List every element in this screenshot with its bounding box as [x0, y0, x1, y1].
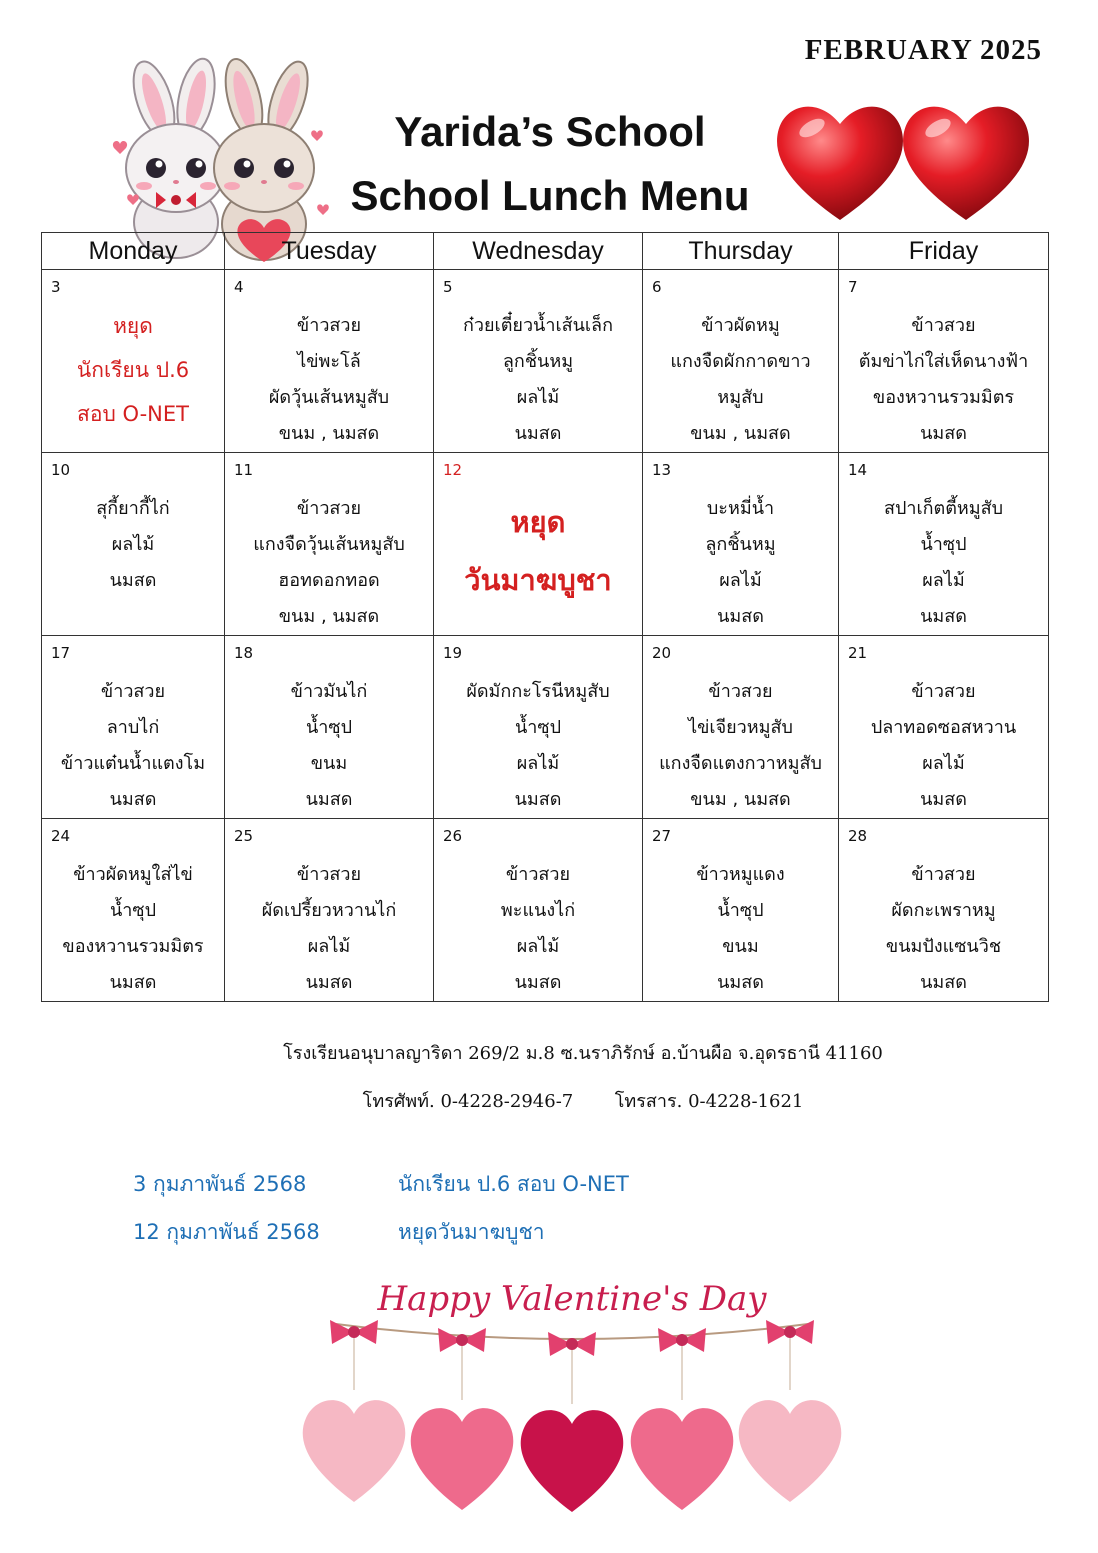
menu-item: ข้าวสวย — [911, 864, 976, 885]
day-number: 24 — [51, 827, 71, 845]
day-number: 28 — [848, 827, 868, 845]
menu-item: ผลไม้ — [516, 387, 560, 408]
menu-item: นมสด — [920, 789, 967, 810]
day-number: 27 — [652, 827, 672, 845]
day-cell — [434, 270, 643, 453]
month-label: FEBRUARY 2025 — [804, 34, 1042, 66]
menu-item: นมสด — [717, 606, 764, 627]
day-cell — [42, 636, 225, 819]
day-header: Friday — [839, 233, 1049, 270]
menu-item: ผลไม้ — [516, 753, 560, 774]
holiday-line: วันมาฆบูชา — [464, 563, 612, 597]
day-number: 4 — [234, 278, 244, 296]
menu-item: นมสด — [109, 789, 157, 810]
note-text: หยุดวันมาฆบูชา — [398, 1220, 545, 1244]
day-cell — [839, 453, 1049, 636]
menu-item: ผลไม้ — [111, 534, 155, 555]
menu-item: นมสด — [305, 972, 353, 993]
menu-item: ขนม , นมสด — [690, 789, 791, 810]
note-text: นักเรียน ป.6 สอบ O-NET — [398, 1172, 629, 1196]
day-cell — [643, 636, 839, 819]
day-number: 21 — [848, 644, 868, 662]
day-number: 26 — [443, 827, 463, 845]
menu-item: ของหวานรวมมิตร — [872, 387, 1015, 408]
menu-item: แกงจืดผักกาดขาว — [670, 351, 811, 372]
menu-item: นมสด — [920, 423, 967, 444]
day-number: 17 — [51, 644, 71, 662]
menu-item: นมสด — [514, 423, 562, 444]
day-cell — [839, 270, 1049, 453]
day-header: Monday — [42, 233, 225, 270]
day-number: 7 — [848, 278, 858, 296]
day-header-row — [42, 233, 1049, 270]
menu-item: น้ำซุป — [109, 900, 157, 921]
menu-item: ผัดกะเพราหมู — [891, 900, 996, 921]
day-number: 19 — [443, 644, 463, 662]
week-row — [42, 453, 1049, 636]
day-cell — [434, 819, 643, 1002]
menu-item: สุกี้ยากี้ไก่ — [96, 498, 170, 519]
week-row — [42, 819, 1049, 1002]
menu-item: ผลไม้ — [516, 936, 560, 957]
menu-item: ผลไม้ — [307, 936, 351, 957]
menu-title: School Lunch Menu — [350, 172, 750, 219]
day-header: Thursday — [643, 233, 839, 270]
day-cell — [225, 636, 434, 819]
day-header: Tuesday — [225, 233, 434, 270]
menu-item: น้ำซุป — [717, 900, 764, 921]
menu-item: ไข่พะโล้ — [297, 351, 361, 372]
menu-item: แกงจืดแตงกวาหมูสับ — [659, 753, 822, 774]
day-cell — [225, 819, 434, 1002]
day-number: 3 — [51, 278, 61, 296]
day-number: 14 — [848, 461, 868, 479]
week-row — [42, 270, 1049, 453]
school-name: Yarida’s School — [394, 108, 706, 155]
menu-item: ผลไม้ — [719, 570, 762, 591]
menu-item: ขนม — [310, 753, 348, 774]
holiday-notice — [42, 304, 224, 436]
menu-item: ขนม , นมสด — [278, 606, 380, 627]
day-number: 25 — [234, 827, 254, 845]
note-date: 3 กุมภาพันธ์ 2568 — [133, 1172, 307, 1196]
holiday-line: หยุด — [510, 505, 566, 539]
menu-item: หมูสับ — [717, 387, 764, 408]
day-header: Wednesday — [434, 233, 643, 270]
menu-item: ลูกชิ้นหมู — [705, 534, 776, 555]
day-cell — [643, 819, 839, 1002]
menu-item: ลูกชิ้นหมู — [502, 351, 574, 372]
hearts-decoration — [770, 86, 1040, 226]
phone-number: โทรศัพท์. 0-4228-2946-7 — [362, 1091, 574, 1112]
menu-item: ข้าวผัดหมู — [701, 315, 780, 336]
day-number: 5 — [443, 278, 453, 296]
menu-item: นมสด — [920, 606, 967, 627]
menu-item: น้ำซุป — [920, 534, 967, 555]
day-cell — [839, 636, 1049, 819]
school-address: โรงเรียนอนุบาลญาริดา 269/2 ม.8 ซ.นราภิรักษ์ อ.บ้านผือ จ.อุดรธานี 41160 — [283, 1043, 883, 1064]
holiday-line: หยุด — [113, 314, 153, 338]
note-date: 12 กุมภาพันธ์ 2568 — [133, 1220, 320, 1244]
menu-item: ข้าวหมูแดง — [696, 864, 785, 885]
menu-item: ต้มข่าไก่ใส่เห็ดนางฟ้า — [858, 351, 1029, 372]
day-cell — [643, 453, 839, 636]
menu-item: ก๋วยเตี๋ยวน้ำเส้นเล็ก — [463, 315, 613, 336]
valentine-text: Happy Valentine's Day — [377, 1279, 767, 1319]
menu-item: บะหมี่น้ำ — [706, 498, 775, 519]
day-cell — [225, 270, 434, 453]
menu-item: นมสด — [305, 789, 353, 810]
menu-item: ข้าวสวย — [296, 498, 362, 519]
menu-item: ข้าวสวย — [505, 864, 571, 885]
day-cell — [434, 453, 643, 636]
menu-item: ผลไม้ — [922, 570, 965, 591]
menu-item: ข้าวสวย — [100, 681, 166, 702]
menu-item: ข้าวสวย — [911, 681, 976, 702]
menu-item: พะแนงไก่ — [500, 900, 576, 921]
menu-item: ข้าวผัดหมูใส่ไข่ — [73, 864, 193, 885]
menu-item: ผลไม้ — [922, 753, 965, 774]
menu-item: ผัดเปรี้ยวหวานไก่ — [261, 900, 397, 921]
menu-item: ของหวานรวมมิตร — [62, 936, 204, 957]
day-cell — [225, 453, 434, 636]
day-number: 12 — [443, 461, 463, 479]
menu-item: ข้าวสวย — [296, 315, 362, 336]
day-number: 20 — [652, 644, 672, 662]
week-row — [42, 636, 1049, 819]
menu-item: นมสด — [514, 789, 562, 810]
menu-item: ผัดมักกะโรนีหมูสับ — [466, 681, 610, 702]
menu-item: ฮอทดอกทอด — [278, 570, 380, 591]
holiday-line: นักเรียน ป.6 — [76, 358, 190, 382]
menu-item: ผัดวุ้นเส้นหมูสับ — [268, 387, 390, 408]
menu-item: แกงจืดวุ้นเส้นหมูสับ — [253, 534, 405, 555]
day-number: 13 — [652, 461, 672, 479]
day-cell — [643, 270, 839, 453]
menu-item: สปาเก็ตตี้หมูสับ — [883, 498, 1004, 519]
day-cell — [42, 270, 225, 453]
day-number: 6 — [652, 278, 662, 296]
day-cell — [42, 453, 225, 636]
menu-item: ขนม , นมสด — [690, 423, 791, 444]
menu-item: ขนมปังแซนวิช — [885, 936, 1002, 957]
menu-item: ข้าวมันไก่ — [290, 681, 368, 702]
lunch-menu-table — [41, 232, 1049, 1002]
menu-item: ข้าวสวย — [708, 681, 773, 702]
day-cell — [434, 636, 643, 819]
menu-item: นมสด — [920, 972, 967, 993]
menu-item: ขนม , นมสด — [278, 423, 380, 444]
menu-item: ข้าวสวย — [911, 315, 976, 336]
menu-item: นมสด — [514, 972, 562, 993]
menu-item: ลาบไก่ — [106, 717, 160, 738]
fax-number: โทรสาร. 0-4228-1621 — [614, 1091, 804, 1112]
day-cell — [839, 819, 1049, 1002]
menu-item: ข้าวสวย — [296, 864, 362, 885]
menu-item: ข้าวแต๋นน้ำแตงโม — [60, 753, 206, 774]
menu-item: ปลาทอดซอสหวาน — [870, 717, 1017, 738]
menu-item: ขนม — [722, 936, 759, 957]
menu-item: นมสด — [717, 972, 764, 993]
menu-item: น้ำซุป — [305, 717, 353, 738]
day-number: 18 — [234, 644, 254, 662]
menu-item: ไข่เจียวหมูสับ — [688, 717, 793, 738]
day-cell — [42, 819, 225, 1002]
contact-line — [0, 1086, 1098, 1115]
holiday-line: สอบ O-NET — [77, 402, 189, 426]
holiday-notice — [434, 493, 642, 609]
menu-item: นมสด — [109, 972, 157, 993]
menu-item: นมสด — [109, 570, 157, 591]
day-number: 10 — [51, 461, 71, 479]
day-number: 11 — [234, 461, 254, 479]
valentine-banner — [296, 1262, 848, 1512]
menu-item: น้ำซุป — [514, 717, 562, 738]
